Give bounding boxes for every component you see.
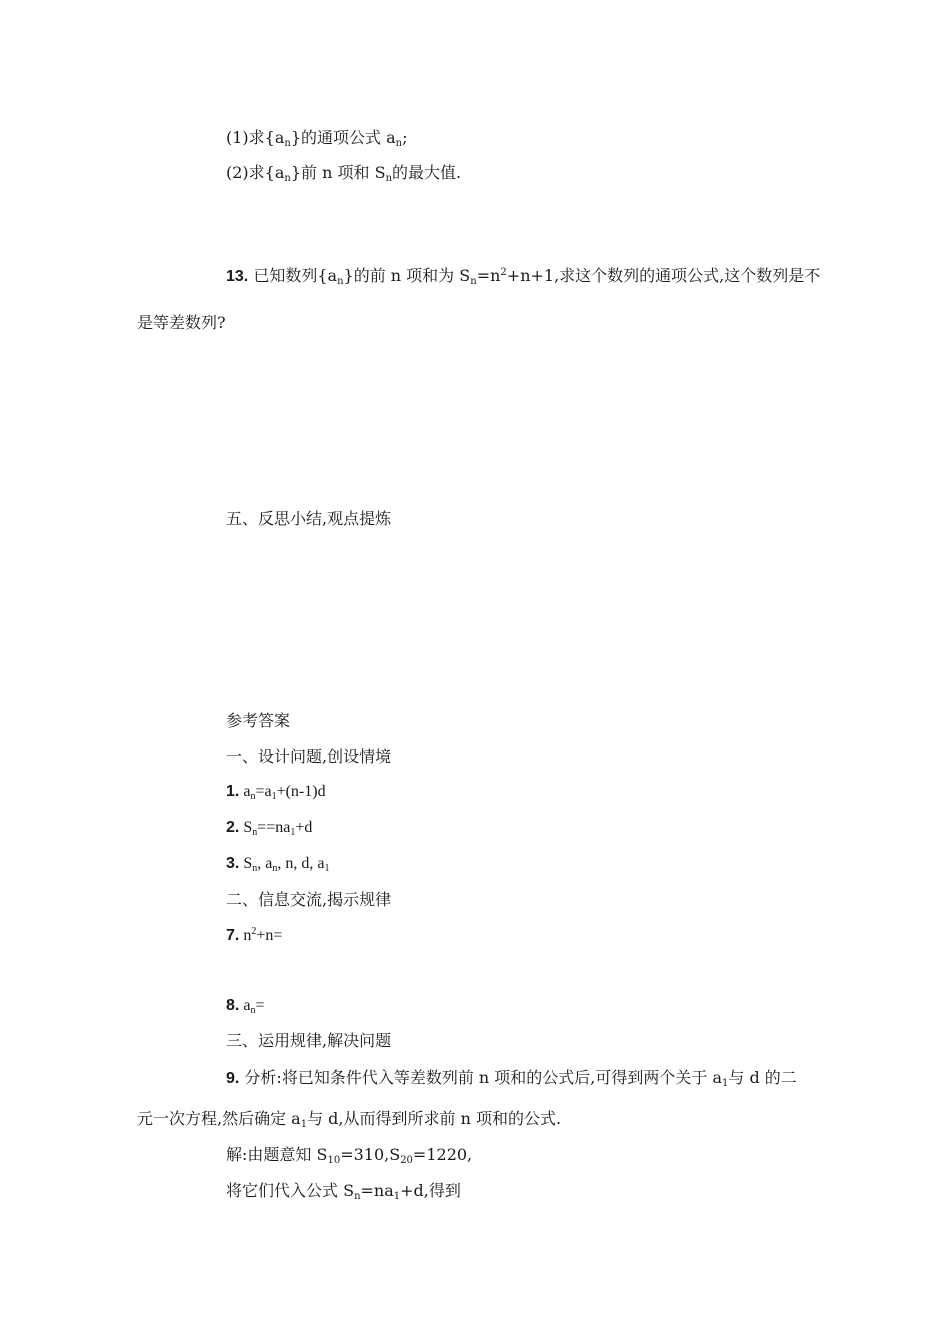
answer-9-line2 — [137, 1109, 561, 1129]
answer-text: S — [239, 819, 253, 836]
subscript: n — [284, 138, 291, 149]
q12-part2-text: 的最大值. — [392, 163, 462, 182]
subscript: n — [395, 138, 403, 149]
answer-text: 将它们代入公式 S — [226, 1181, 355, 1200]
subscript: n — [284, 173, 291, 184]
subscript: n — [470, 276, 477, 287]
q12-part2-text: }前 n 项和 S — [290, 163, 386, 182]
subscript: 1 — [393, 1191, 401, 1202]
answer-3 — [226, 854, 329, 874]
answer-text: +(n-1)d — [276, 783, 326, 800]
answer-text: , n, d, a — [277, 855, 325, 872]
answer-number: 7. — [226, 927, 240, 944]
subscript: n — [252, 863, 258, 874]
subscript: n — [250, 791, 256, 802]
answer-text: =na — [360, 1181, 394, 1200]
answer-number: 1. — [226, 783, 240, 800]
answer-text: ==na — [257, 819, 291, 836]
answer-8 — [226, 996, 264, 1016]
subscript: n — [354, 1191, 361, 1202]
answer-text: +d,得到 — [400, 1181, 461, 1200]
q13-line1 — [226, 266, 820, 287]
answer-9-substitute — [226, 1181, 461, 1201]
answer-number: 8. — [226, 997, 240, 1014]
q13-text: +n+1,求这个数列的通项公式,这个数列是不 — [506, 266, 821, 285]
answer-7 — [226, 926, 282, 946]
answer-9-line1 — [226, 1068, 797, 1089]
q13-text: }的前 n 项和为 S — [343, 266, 471, 285]
subscript: 10 — [327, 1155, 341, 1166]
q12-part1-text: (1)求{a — [226, 128, 285, 147]
subscript: n — [252, 827, 258, 838]
answer-text: =1220, — [412, 1145, 473, 1164]
q12-part2 — [226, 163, 461, 183]
subscript: n — [337, 276, 344, 287]
answer-text: 解:由题意知 S — [226, 1145, 328, 1164]
answer-number: 3. — [226, 855, 240, 872]
answer-number: 9. — [226, 1070, 240, 1087]
subscript: 1 — [324, 863, 330, 874]
subscript: 1 — [722, 1078, 729, 1089]
answers-section-3: 三、运用规律,解决问题 — [226, 1031, 392, 1050]
subscript: n — [250, 1005, 256, 1016]
answers-section-1: 一、设计问题,创设情境 — [226, 747, 392, 766]
question-number: 13. — [226, 268, 249, 285]
answer-2 — [226, 818, 312, 838]
answer-text: a — [239, 997, 251, 1014]
q12-part2-text: (2)求{a — [226, 163, 285, 182]
answer-text: =a — [255, 783, 272, 800]
answer-text: 与 d,从而得到所求前 n 项和的公式. — [307, 1109, 562, 1128]
answer-text: = — [255, 997, 265, 1014]
superscript: 2 — [251, 926, 257, 937]
answers-section-2: 二、信息交流,揭示规律 — [226, 890, 392, 909]
answer-text: a — [239, 783, 251, 800]
answer-text: +n= — [256, 927, 283, 944]
q13-text: 已知数列{a — [248, 266, 338, 285]
subscript: n — [272, 863, 278, 874]
answer-text: 元一次方程,然后确定 a — [137, 1109, 301, 1128]
answer-1 — [226, 782, 326, 802]
answer-text: , a — [257, 855, 273, 872]
q13-line2: 是等差数列? — [137, 313, 226, 332]
subscript: 20 — [400, 1155, 413, 1166]
subscript: 1 — [271, 791, 277, 802]
section-heading-5: 五、反思小结,观点提炼 — [226, 509, 392, 528]
answer-text: S — [239, 855, 253, 872]
answer-text: 分析:将已知条件代入等差数列前 n 项和的公式后,可得到两个关于 a — [239, 1068, 723, 1087]
answer-number: 2. — [226, 819, 240, 836]
answers-title: 参考答案 — [226, 711, 291, 730]
q13-text: =n — [476, 266, 501, 285]
answer-text: =310,S — [340, 1145, 401, 1164]
answer-text: 与 d 的二 — [728, 1068, 797, 1087]
q12-part1 — [226, 128, 408, 148]
q12-part1-text: }的通项公式 a — [290, 128, 396, 147]
subscript: 1 — [300, 1119, 308, 1130]
answer-text: +d — [295, 819, 313, 836]
subscript: n — [385, 173, 393, 184]
answer-text: n — [239, 927, 252, 944]
superscript: 2 — [500, 267, 507, 278]
subscript: 1 — [290, 827, 296, 838]
q12-part1-text: ; — [402, 128, 408, 147]
answer-9-solution — [226, 1145, 472, 1165]
